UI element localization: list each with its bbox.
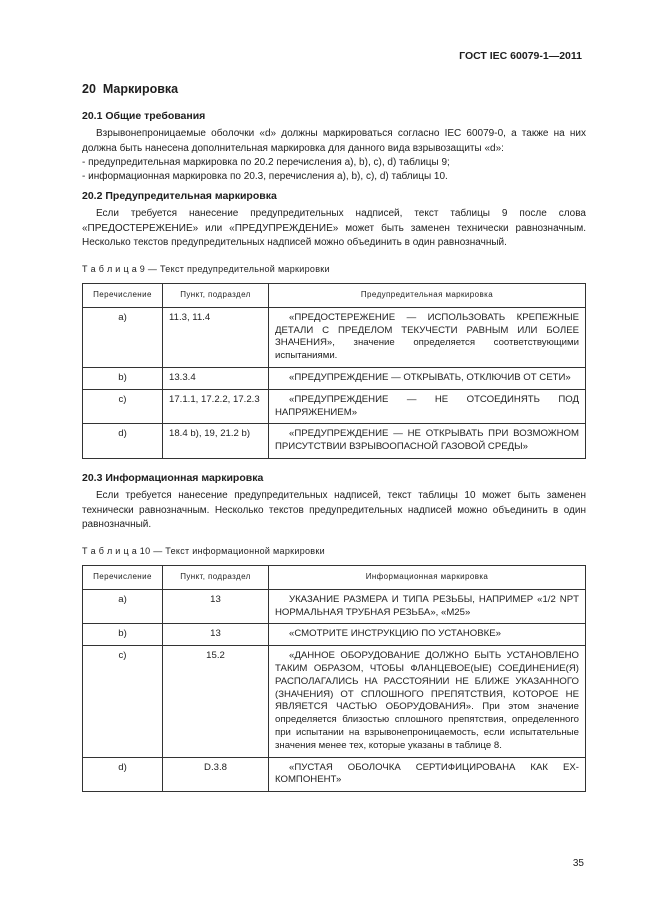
table-cell: 13.3.4 [163, 367, 269, 389]
table-row [83, 589, 586, 624]
subsection-title-20-3: 20.3 Информационная маркировка [82, 472, 264, 484]
column-header: Пункт, подраздел [163, 566, 269, 590]
paragraph-20-2: Если требуется нанесение предупредительных надписей, текст таблицы 9 после слова «ПРЕДОСТЕРЕЖЕНИЕ» или «ПРЕДУПРЕЖДЕНИЕ» может быть заменен технически равнозначным. Несколько текстов предупредительных надписей можно объединить в один равнозначный. [82, 208, 586, 248]
table-cell: «ПРЕДУПРЕЖДЕНИЕ — НЕ ОТСОЕДИНЯТЬ ПОД НАПРЯЖЕНИЕМ» [269, 389, 586, 424]
section-number: 20 [82, 82, 96, 96]
column-header: Информационная маркировка [269, 566, 586, 590]
table10-caption: Т а б л и ц а 10 — Текст информационной маркировки [82, 546, 325, 556]
table-cell: a) [83, 589, 163, 624]
table-cell: 13 [163, 589, 269, 624]
page-number: 35 [572, 858, 584, 869]
table-row [83, 367, 586, 389]
table-cell: b) [83, 367, 163, 389]
paragraph-20-3: Если требуется нанесение предупредительных надписей, текст таблицы 10 может быть заменен технически равнозначным. Несколько текстов предупредительных надписей можно объединить в один равнозначный. [82, 490, 586, 530]
table-row [83, 424, 586, 459]
table-cell: D.3.8 [163, 757, 269, 792]
list-item-info: - информационная маркировка по 20.3, перечисления а), b), с), d) таблицы 10. [82, 171, 448, 182]
table-cell: c) [83, 389, 163, 424]
table-row [83, 389, 586, 424]
table9-caption: Т а б л и ц а 9 — Текст предупредительной маркировки [82, 264, 330, 274]
section-heading [82, 82, 178, 96]
table-row [83, 646, 586, 757]
table-cell: «СМОТРИТЕ ИНСТРУКЦИЮ ПО УСТАНОВКЕ» [269, 624, 586, 646]
subsection-title-20-2: 20.2 Предупредительная маркировка [82, 190, 277, 202]
column-header: Перечисление [83, 566, 163, 590]
column-header: Предупредительная маркировка [269, 284, 586, 308]
table-cell: «ПРЕДУПРЕЖДЕНИЕ — НЕ ОТКРЫВАТЬ ПРИ ВОЗМОЖНОМ ПРИСУТСТВИИ ВЗРЫВООПАСНОЙ ГАЗОВОЙ СРЕДЫ» [269, 424, 586, 459]
table-cell: 18.4 b), 19, 21.2 b) [163, 424, 269, 459]
document-header: ГОСТ IEC 60079-1—2011 [459, 50, 582, 62]
subsection-title-20-1: 20.1 Общие требования [82, 110, 206, 122]
table-cell: d) [83, 757, 163, 792]
table-row [83, 624, 586, 646]
table-cell: УКАЗАНИЕ РАЗМЕРА И ТИПА РЕЗЬБЫ, НАПРИМЕР «1/2 NPT НОРМАЛЬНАЯ ТРУБНАЯ РЕЗЬБА», «M25» [269, 589, 586, 624]
table-cell: «ПУСТАЯ ОБОЛОЧКА СЕРТИФИЦИРОВАНА КАК EX-КОМПОНЕНТ» [269, 757, 586, 792]
table-row [83, 757, 586, 792]
table-cell: d) [83, 424, 163, 459]
table-cell: 11.3, 11.4 [163, 307, 269, 367]
table-row [83, 307, 586, 367]
table-cell: «ДАННОЕ ОБОРУДОВАНИЕ ДОЛЖНО БЫТЬ УСТАНОВЛЕНО ТАКИМ ОБРАЗОМ, ЧТОБЫ ФЛАНЦЕВОЕ(ЫЕ) СОЕДИНЕНИЕ(Я) РАСПОЛАГАЛИСЬ НА РАССТОЯНИИ НЕ БЛИЖЕ УКАЗАННОГО (ЗНАЧЕНИЯ) ОТ СПЛОШНОГО ПРЕПЯТСТВИЯ, КОТОРОЕ НЕ ЯВЛЯЕТСЯ ЧАСТЬЮ ОБОРУДОВАНИЯ». При этом значение определяется близостью сплошного препятствия, определенного при испытании на взрывонепроницаемость, если испытательные значения менее тех, которые указаны в таблице 8. [269, 646, 586, 757]
table9 [82, 283, 586, 459]
paragraph-20-1: Взрывонепроницаемые оболочки «d» должны маркироваться согласно IEC 60079-0, а также на них должна быть нанесена дополнительная маркировка для данного вида взрывозащиты «d»: [82, 128, 586, 154]
table-header-row [83, 284, 586, 308]
column-header: Пункт, подраздел [163, 284, 269, 308]
table-header-row [83, 566, 586, 590]
table-cell: b) [83, 624, 163, 646]
table-cell: c) [83, 646, 163, 757]
table-cell: 17.1.1, 17.2.2, 17.2.3 [163, 389, 269, 424]
table-cell: 13 [163, 624, 269, 646]
section-title: Маркировка [102, 82, 179, 96]
table10 [82, 565, 586, 792]
table-cell: «ПРЕДУПРЕЖДЕНИЕ — ОТКРЫВАТЬ, ОТКЛЮЧИВ ОТ СЕТИ» [269, 367, 586, 389]
table-cell: «ПРЕДОСТЕРЕЖЕНИЕ — ИСПОЛЬЗОВАТЬ КРЕПЕЖНЫЕ ДЕТАЛИ С ПРЕДЕЛОМ ТЕКУЧЕСТИ РАВНЫМ ИЛИ БОЛЕЕ ЗНАЧЕНИЯ», значение определяется соответствующими испытаниями. [269, 307, 586, 367]
table-cell: a) [83, 307, 163, 367]
table-cell: 15.2 [163, 646, 269, 757]
column-header: Перечисление [83, 284, 163, 308]
list-item-warning: - предупредительная маркировка по 20.2 перечисления а), b), с), d) таблицы 9; [82, 157, 450, 168]
